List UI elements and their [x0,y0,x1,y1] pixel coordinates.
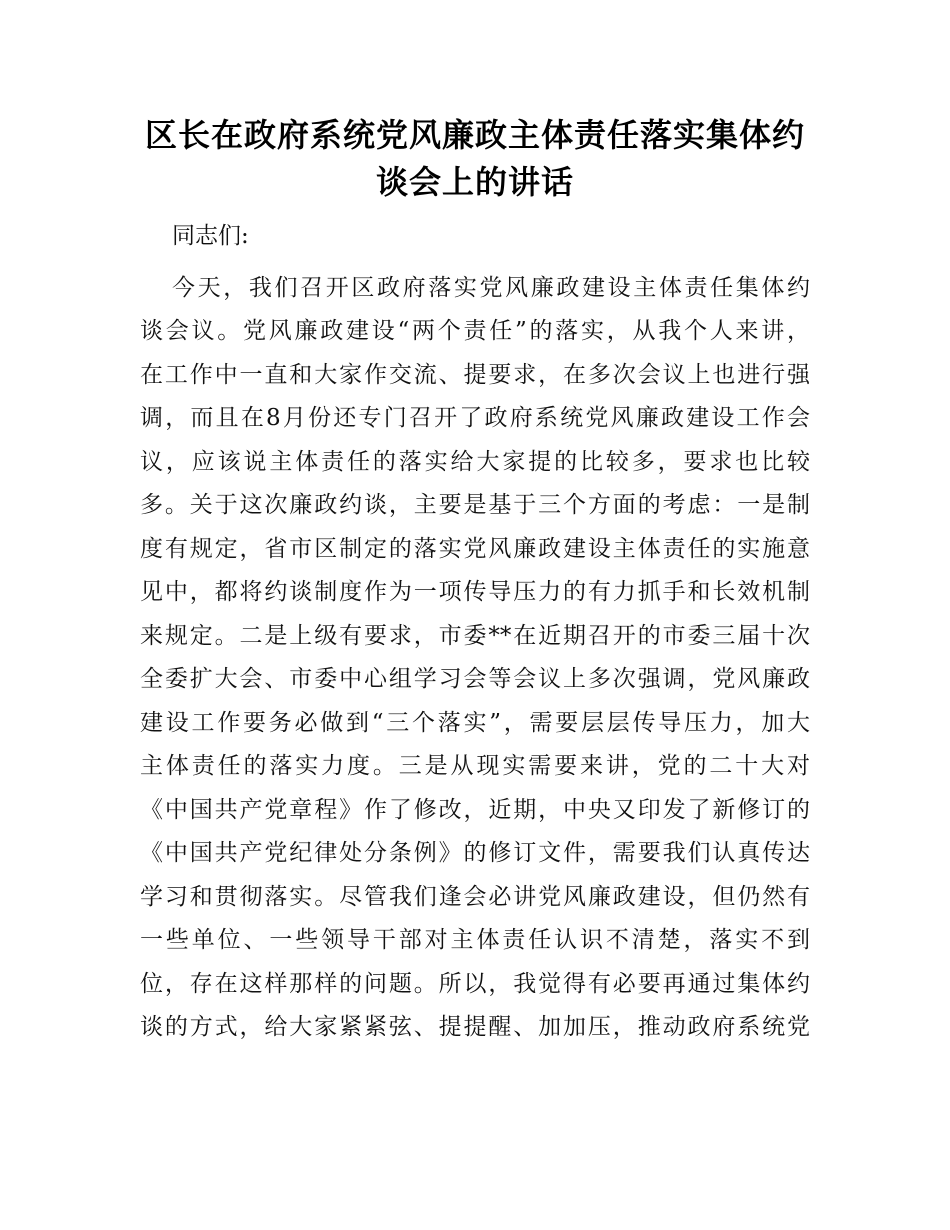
paragraph-line: 见中，都将约谈制度作为一项传导压力的有力抓手和长效机制 [140,579,810,605]
title-line: 区长在政府系统党风廉政主体责任落实集体约 [144,116,805,154]
paragraph-line: 今天，我们召开区政府落实党风廉政建设主体责任集体约 [172,274,810,301]
paragraph-line: 主体责任的落实力度。三是从现实需要来讲，党的二十大对 [140,753,810,779]
paragraph-line: 一些单位、一些领导干部对主体责任认识不清楚，落实不到 [140,927,810,953]
paragraph-line: 学习和贯彻落实。尽管我们逢会必讲党风廉政建设，但仍然有 [140,883,810,910]
paragraph-line: 建设工作要务必做到“三个落实”，需要层层传导压力，加大 [140,709,810,736]
salutation: 同志们: [172,223,249,249]
document-title [140,112,810,206]
paragraph-line: 《中国共产党纪律处分条例》的修订文件，需要我们认真传达 [140,840,810,866]
title-line: 谈会上的讲话 [375,163,574,201]
paragraph-line: 《中国共产党章程》作了修改，近期，中央又印发了新修订的 [140,796,810,823]
paragraph-line: 议，应该说主体责任的落实给大家提的比较多，要求也比较 [140,448,810,475]
paragraph-line: 谈会议。党风廉政建设“两个责任”的落实，从我个人来讲， [140,318,810,344]
document-body [140,215,810,1050]
paragraph-line: 位，存在这样那样的问题。所以，我觉得有必要再通过集体约 [140,970,810,997]
paragraph-line: 来规定。二是上级有要求，市委**在近期召开的市委三届十次 [140,622,810,649]
paragraph-line: 全委扩大会、市委中心组学习会等会议上多次强调，党风廉政 [140,666,810,692]
paragraph-line: 在工作中一直和大家作交流、提要求，在多次会议上也进行强 [140,361,810,388]
paragraph-line: 谈的方式，给大家紧紧弦、提提醒、加加压，推动政府系统党 [140,1014,810,1040]
paragraph-line: 度有规定，省市区制定的落实党风廉政建设主体责任的实施意 [140,535,810,562]
paragraph-line: 调，而且在8月份还专门召开了政府系统党风廉政建设工作会 [140,405,810,431]
paragraph-line: 多。关于这次廉政约谈，主要是基于三个方面的考虑：一是制 [140,492,810,518]
